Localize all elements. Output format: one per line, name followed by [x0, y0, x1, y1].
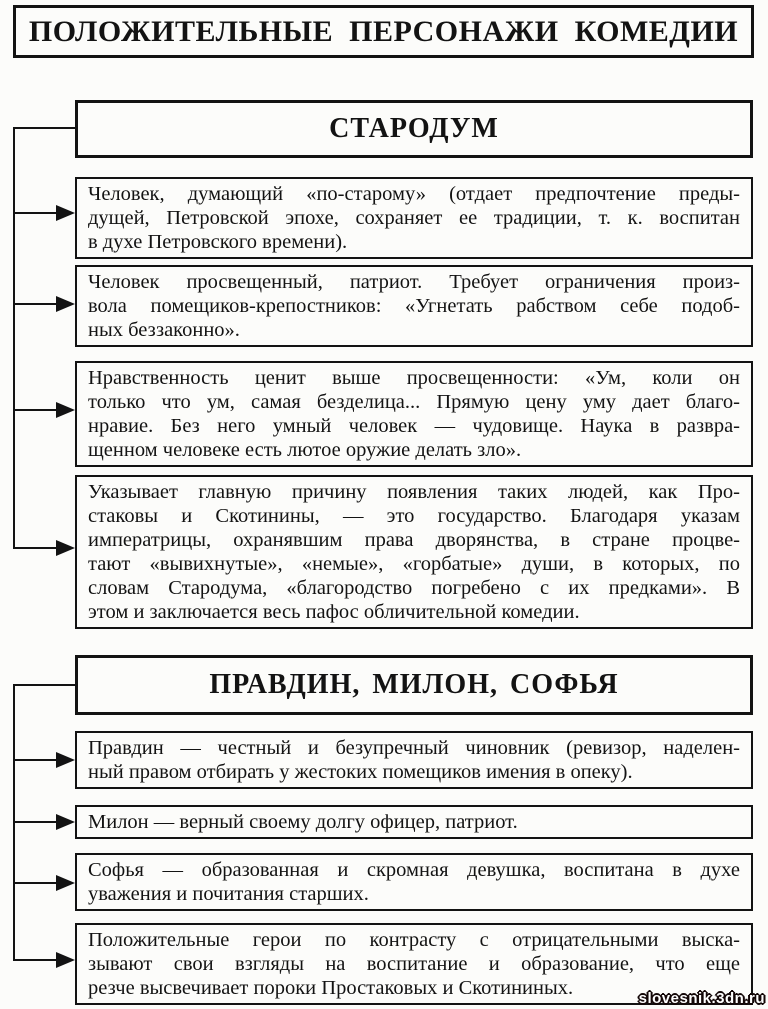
- connector-branch: [13, 759, 58, 761]
- connector-line: [13, 127, 75, 129]
- text-line: словам Стародума, «благородство погребено с их предками». В: [88, 577, 740, 599]
- text-line: Нравственность ценит выше просвещенности: «Ум, коли он: [88, 367, 740, 389]
- text-line: Софья — образованная и скромная девушка, воспитана в духе: [88, 859, 740, 881]
- arrow-right-icon: [56, 752, 75, 768]
- text-line: нравие. Без него умный человек — чудовище. Наука в развра-: [88, 415, 740, 437]
- arrow-right-icon: [56, 540, 75, 556]
- connector-line: [13, 684, 75, 686]
- section-header: СТАРОДУМ: [75, 100, 753, 158]
- connector-branch: [13, 882, 58, 884]
- text-line: щенном человеке есть лютое оружие делать зло».: [88, 439, 522, 461]
- text-block: [75, 731, 753, 789]
- text-line: Человек, думающий «по-старому» (отдает предпочтение преды-: [88, 183, 740, 205]
- arrow-right-icon: [56, 814, 75, 830]
- text-line: Человек просвещенный, патриот. Требует ограничения произ-: [88, 271, 740, 293]
- connector-branch: [13, 959, 58, 961]
- section-header: ПРАВДИН, МИЛОН, СОФЬЯ: [75, 655, 753, 715]
- page-title: ПОЛОЖИТЕЛЬНЫЕ ПЕРСОНАЖИ КОМЕДИИ: [13, 5, 754, 58]
- connector-branch: [13, 212, 58, 214]
- text-block: [75, 475, 753, 629]
- text-line: в духе Петровского времени).: [88, 231, 348, 253]
- text-line: Милон — верный своему долгу офицер, патриот.: [88, 811, 518, 833]
- text-line: уважения и почитания старших.: [88, 883, 369, 905]
- connector-branch: [13, 821, 58, 823]
- text-line: этом и заключается весь пафос обличительной комедии.: [88, 601, 580, 623]
- text-block: [75, 265, 753, 347]
- text-line: тают «вывихнутые», «немые», «горбатые» души, в которых, по: [88, 553, 740, 575]
- text-block: [75, 853, 753, 911]
- text-line: вола помещиков-крепостников: «Угнетать рабством себе подоб-: [88, 295, 740, 317]
- text-line: только что ум, самая безделица... Прямую цену уму дает благо-: [88, 391, 740, 413]
- text-block: [75, 177, 753, 259]
- text-line: Указывает главную причину появления таких людей, как Про-: [88, 481, 740, 503]
- text-line: стаковы и Скотинины, — это государство. Благодаря указам: [88, 505, 740, 527]
- arrow-right-icon: [56, 402, 75, 418]
- text-line: зывают свои взгляды на воспитание и образование, что еще: [88, 953, 740, 975]
- text-line: Положительные герои по контрасту с отрицательными выска-: [88, 929, 740, 951]
- text-line: императрицы, охранявшим права дворянства, в стране процве-: [88, 529, 740, 551]
- text-line: резче высвечивает пороки Простаковых и Скотининых.: [88, 977, 574, 999]
- connector-branch: [13, 409, 58, 411]
- arrow-right-icon: [56, 205, 75, 221]
- arrow-right-icon: [56, 296, 75, 312]
- text-line: дущей, Петровской эпохе, сохраняет ее традиции, т. к. воспитан: [88, 207, 740, 229]
- text-line: ный правом отбирать у жестоких помещиков имения в опеку).: [88, 761, 633, 783]
- text-line: ных беззаконно».: [88, 319, 240, 341]
- arrow-right-icon: [56, 952, 75, 968]
- connector-branch: [13, 303, 58, 305]
- connector-branch: [13, 547, 58, 549]
- connector-trunk: [13, 127, 15, 549]
- site-watermark: slovesnik.3dn.ru: [638, 990, 765, 1007]
- text-block: [75, 805, 753, 839]
- text-line: Правдин — честный и безупречный чиновник (ревизор, наделен-: [88, 737, 740, 759]
- text-block: [75, 361, 753, 467]
- arrow-right-icon: [56, 875, 75, 891]
